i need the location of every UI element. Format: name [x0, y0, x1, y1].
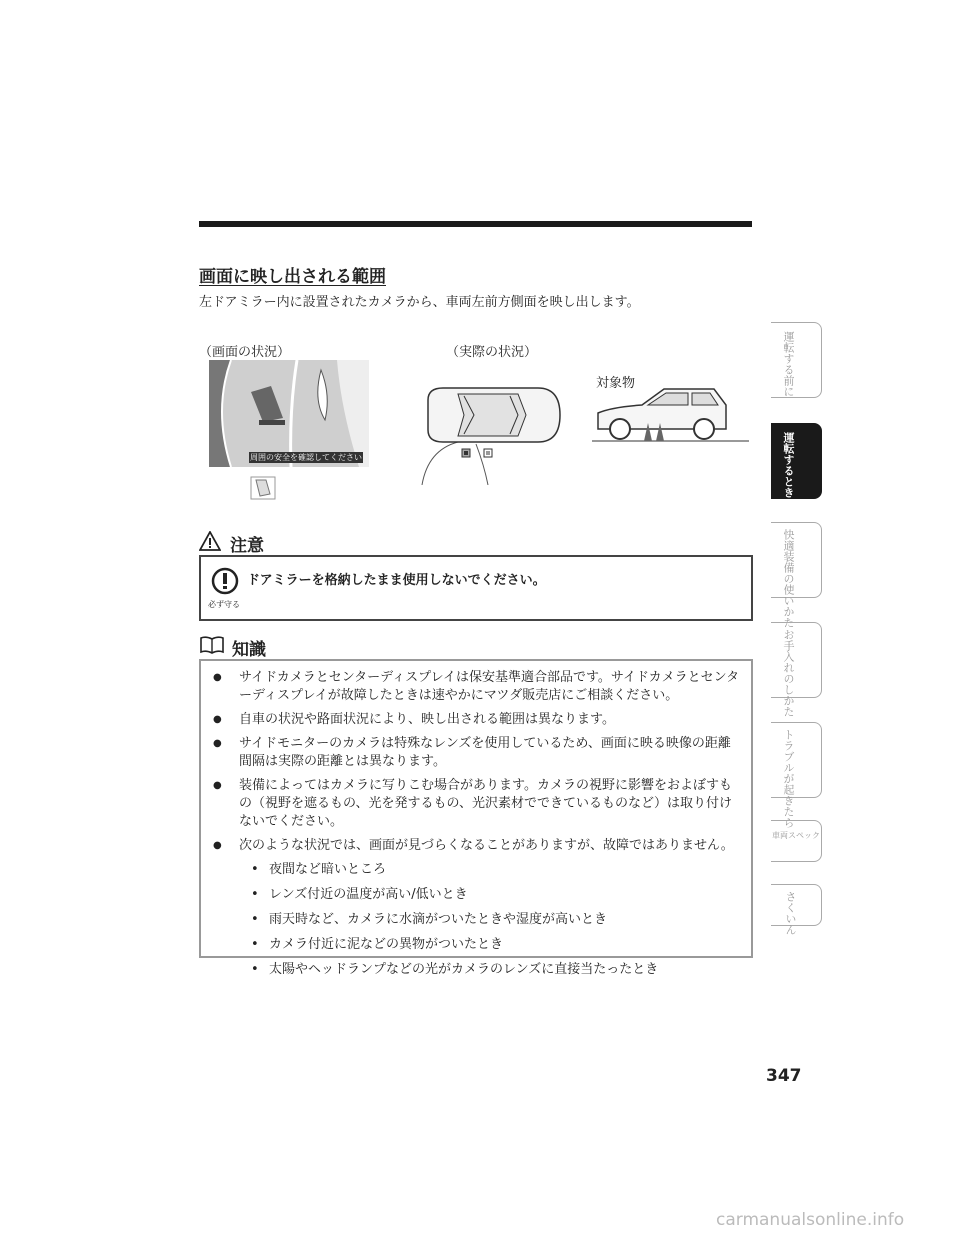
book-icon [199, 635, 225, 655]
must-follow-label: 必ず守る [208, 600, 240, 609]
list-item: ● サイドモニターのカメラは特殊なレンズを使用しているため、画面に映る映像の距離間隔は実際の距離とは異なります。 [211, 735, 743, 771]
sub-list-item: • 雨天時など、カメラに水滴がついたときや湿度が高いとき [239, 911, 743, 929]
car-top-view-illustration [418, 380, 568, 485]
sub-list-item: • 夜間など暗いところ [239, 861, 743, 879]
tab-troubleshooting[interactable] [771, 722, 822, 828]
watermark: carmanualsonline.info [716, 1210, 905, 1230]
actual-caption: （実際の状況） [446, 345, 538, 360]
tab-label: 車両スペック [772, 831, 820, 840]
list-item [211, 837, 743, 979]
tab-label: トラブルが起きたら [782, 729, 795, 828]
caution-box [199, 555, 753, 621]
list-item: ● 自車の状況や路面状況により、映し出される範囲は異なります。 [211, 711, 743, 729]
camera-screen-image [209, 360, 369, 467]
camera-view-thumbnail-icon [250, 476, 276, 500]
section-title: 画面に映し出される範囲 [199, 267, 386, 287]
page-number: 347 [766, 1066, 802, 1086]
tab-while-driving[interactable] [771, 423, 822, 509]
tab-maintenance[interactable] [771, 622, 822, 717]
tab-label: 快適装備の使いかた [782, 529, 795, 628]
camera-view-graphic [209, 360, 369, 467]
list-item-text: 次のような状況では、画面が見づらくなることがありますが、故障ではありません。 [239, 838, 734, 853]
screen-warning-banner: 周囲の安全を確認してください [250, 453, 362, 462]
tab-label: お手入れのしかた [782, 629, 795, 717]
tab-before-driving[interactable] [771, 322, 822, 398]
tab-comfort-features[interactable] [771, 522, 822, 628]
caution-text: ドアミラーを格納したまま使用しないでください。 [247, 573, 546, 588]
intro-text: 左ドアミラー内に設置されたカメラから、車両左前方側面を映し出します。 [199, 295, 640, 310]
sub-list-item: • 太陽やヘッドランプなどの光がカメラのレンズに直接当たったとき [239, 961, 743, 979]
must-follow-icon [211, 567, 239, 595]
screen-caption: （画面の状況） [199, 345, 291, 360]
sub-list-item: • カメラ付近に泥などの異物がついたとき [239, 936, 743, 954]
car-side-view-illustration [592, 383, 749, 443]
knowledge-box [199, 659, 753, 977]
caution-heading: 注意 [230, 536, 264, 556]
list-item: ● サイドカメラとセンターディスプレイは保安基準適合部品です。サイドカメラとセンターディスプレイが故障したときは速やかにマツダ販売店にご相談ください。 [211, 669, 743, 705]
sub-list-item: • レンズ付近の温度が高い/低いとき [239, 886, 743, 904]
tab-vehicle-specs[interactable] [771, 820, 822, 862]
knowledge-list [211, 669, 743, 986]
list-item: ● 装備によってはカメラに写りこむ場合があります。カメラの視野に影響をおよぼすもの（視野を遮るもの、光を発するもの、光沢素材でできているものなど）は取り付けないでください。 [211, 777, 743, 831]
tab-label: 運転する前に [782, 331, 795, 397]
tab-label: 運転するときに [782, 432, 795, 509]
tab-label: さくいん [784, 891, 797, 935]
sub-list [239, 861, 743, 979]
header-rule [199, 221, 752, 227]
object-label: 対象物 [596, 376, 636, 391]
tab-index[interactable] [771, 884, 822, 935]
warning-triangle-icon [199, 531, 221, 551]
knowledge-heading: 知識 [232, 640, 266, 660]
